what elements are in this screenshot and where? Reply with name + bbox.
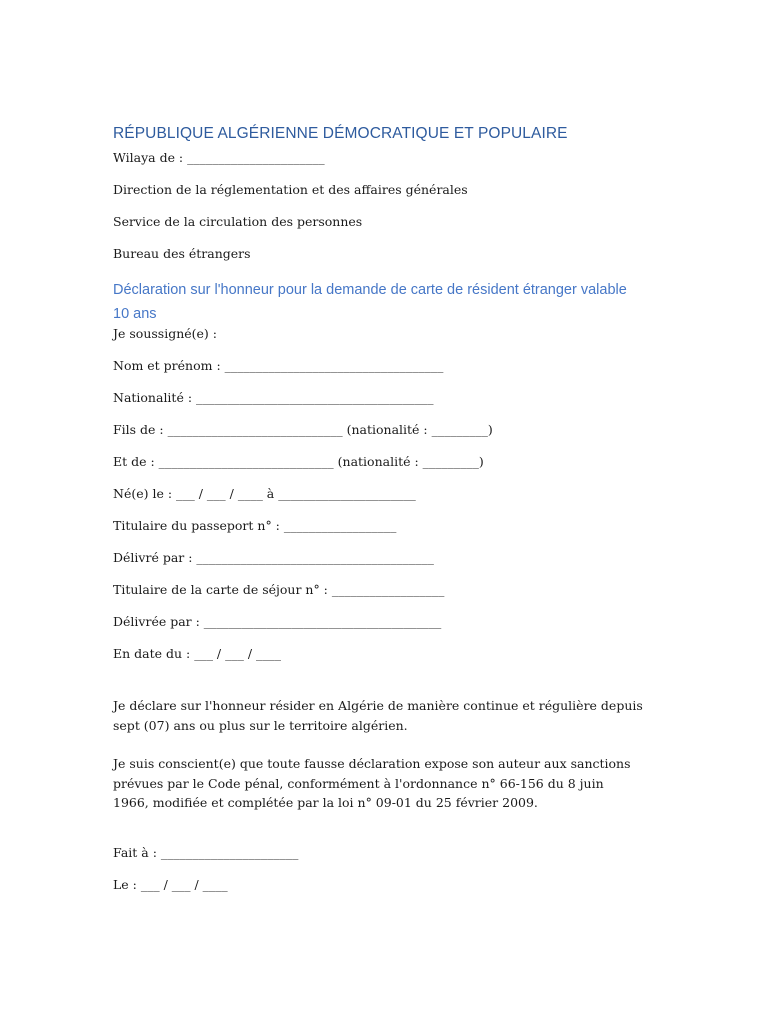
soussigne-line: Je soussigné(e) :: [113, 326, 217, 341]
declaration-title: Déclaration sur l'honneur pour la demande de carte de résident étranger valable 10 ans: [113, 282, 627, 322]
passeport-field: Titulaire du passeport n° : __________________: [113, 518, 397, 533]
nationalite-field: Nationalité : ______________________________________: [113, 390, 434, 405]
direction-line: Direction de la réglementation et des affaires générales: [113, 182, 468, 197]
nom-prenom-field: Nom et prénom : ___________________________________: [113, 358, 444, 373]
wilaya-line: Wilaya de : ______________________: [113, 150, 325, 165]
passeport-delivre-field: Délivré par : ______________________________________: [113, 550, 434, 565]
carte-delivree-field: Délivrée par : ______________________________________: [113, 614, 442, 629]
bureau-line: Bureau des étrangers: [113, 246, 251, 261]
date-signature-field: Le : ___ / ___ / ____: [113, 877, 228, 892]
carte-sejour-field: Titulaire de la carte de séjour n° : __________________: [113, 582, 445, 597]
date-naissance-field: Né(e) le : ___ / ___ / ____ à ______________________: [113, 486, 416, 501]
service-line: Service de la circulation des personnes: [113, 214, 363, 229]
declaration-paragraph: Je déclare sur l'honneur résider en Algérie de manière continue et régulière depuis sept (07) ans ou plus sur le territoire algérien.: [113, 698, 643, 733]
fils-de-field: Fils de : ____________________________ (nationalité : _________): [113, 422, 493, 437]
fait-a-field: Fait à : ______________________: [113, 845, 299, 860]
et-de-field: Et de : ____________________________ (nationalité : _________): [113, 454, 484, 469]
en-date-field: En date du : ___ / ___ / ____: [113, 646, 282, 661]
sanctions-paragraph: Je suis conscient(e) que toute fausse déclaration expose son auteur aux sanctions prévues par le Code pénal, conformément à l'ordonnance n° 66-156 du 8 juin 1966, modifiée et complétée par la loi n° 09-01 du 25 février 2009.: [113, 756, 631, 810]
document-title: RÉPUBLIQUE ALGÉRIENNE DÉMOCRATIQUE ET POPULAIRE: [113, 125, 568, 142]
